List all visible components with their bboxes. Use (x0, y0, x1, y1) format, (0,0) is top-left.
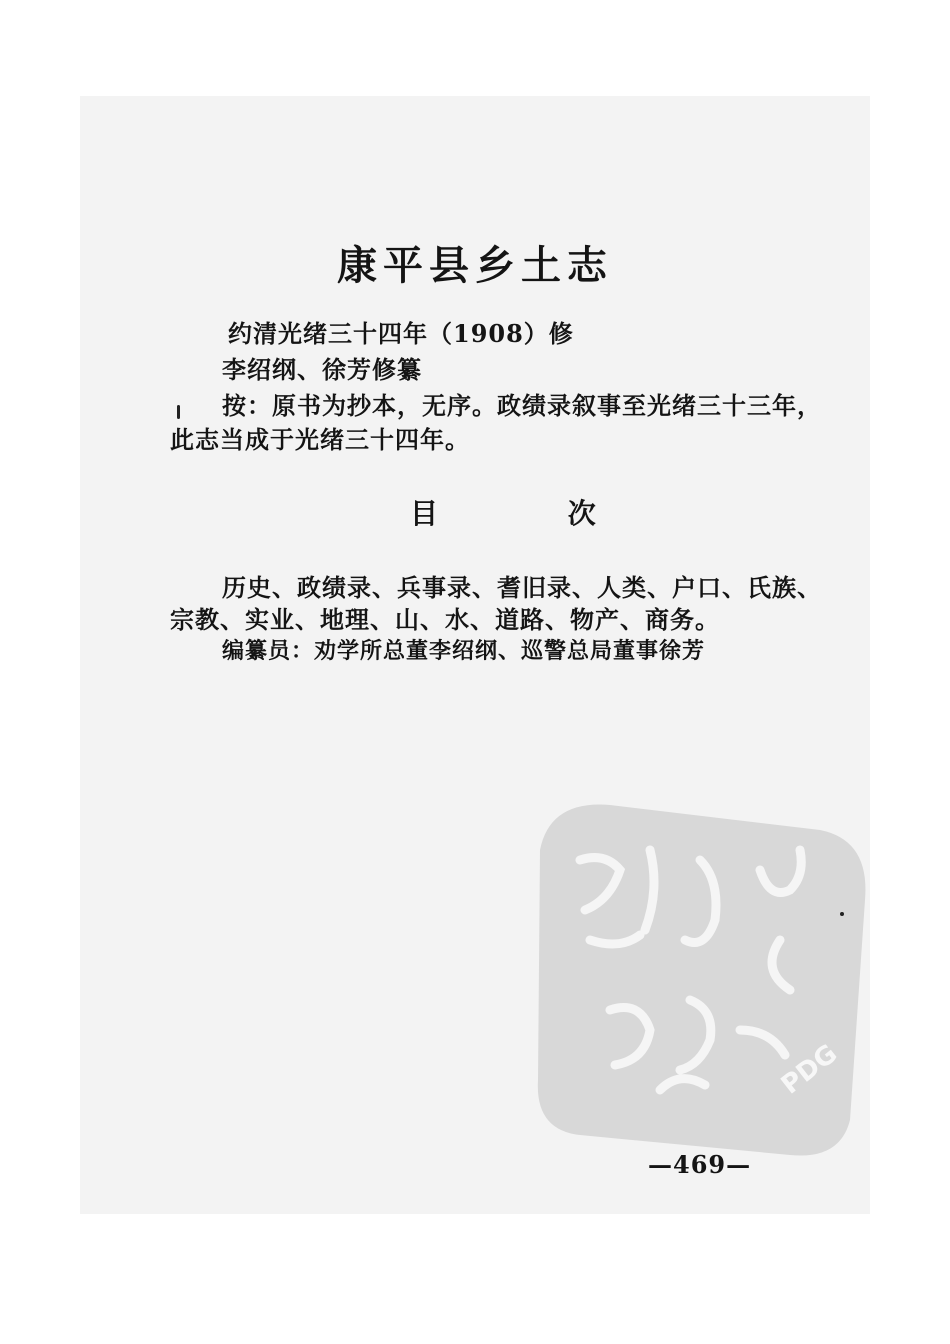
toc-heading: 目 次 (410, 497, 656, 530)
watermark-text: PDG (775, 1038, 844, 1101)
editors-line: 编纂员：劝学所总董李绍纲、巡警总局董事徐芳 (222, 638, 706, 664)
edition-line: 约清光绪三十四年（1908）修 (228, 319, 574, 348)
page-number: —469— (648, 1150, 752, 1179)
toc-line-2: 宗教、实业、地理、山、水、道路、物产、商务。 (170, 605, 720, 634)
note-line-1: 按：原书为抄本，无序。政绩录叙事至光绪三十三年， (222, 391, 822, 420)
speck-mark (177, 405, 180, 419)
note-line-2: 此志当成于光绪三十四年。 (170, 425, 470, 454)
speck-mark (840, 912, 844, 916)
toc-line-1: 历史、政绩录、兵事录、耆旧录、人类、户口、氏族、 (222, 573, 822, 602)
compilers-line: 李绍纲、徐芳修纂 (222, 355, 422, 384)
page-title: 康平县乡土志 (337, 242, 613, 289)
library-stamp-watermark (520, 790, 880, 1170)
